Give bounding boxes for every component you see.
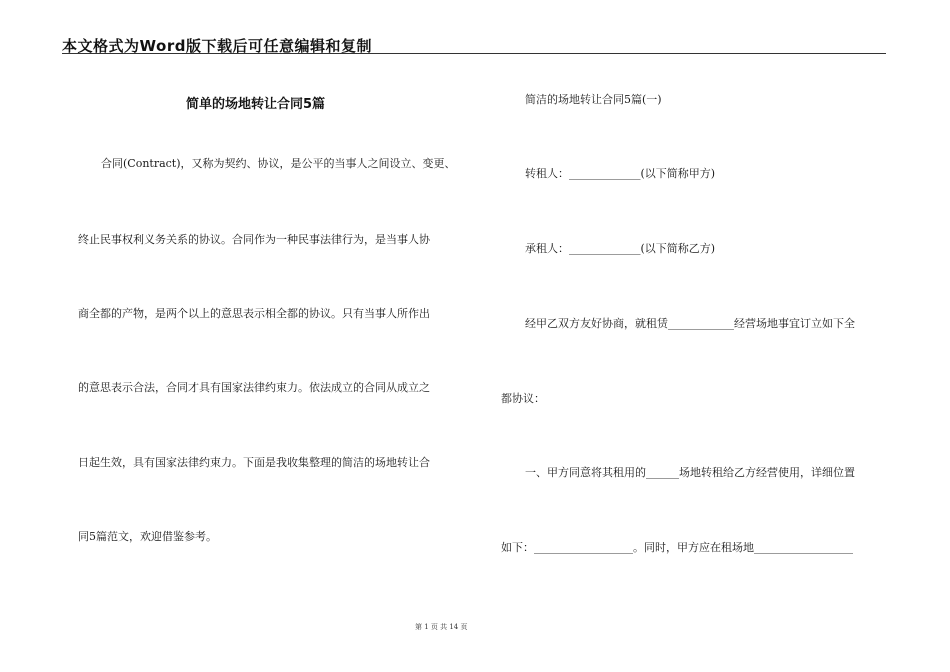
right-paragraph-line: 如下：__________________。同时，甲方应在租场地__________________ <box>501 541 853 554</box>
right-paragraph-line: 一、甲方同意将其租用的______场地转租给乙方经营使用，详细位置 <box>525 466 855 479</box>
document-title: 简单的场地转让合同5篇 <box>186 97 326 112</box>
left-paragraph-line: 终止民事权利义务关系的协议。合同作为一种民事法律行为，是当事人协 <box>78 233 430 246</box>
page-number: 第 1 页 共 14 页 <box>415 623 468 631</box>
left-paragraph-line: 的意思表示合法，合同才具有国家法律约束力。依法成立的合同从成立之 <box>78 381 430 394</box>
section-heading: 简洁的场地转让合同5篇(一) <box>525 93 662 106</box>
right-paragraph-line: 承租人：_____________(以下简称乙方) <box>525 242 716 255</box>
right-paragraph-line: 都协议： <box>501 392 545 405</box>
left-paragraph-line: 日起生效，具有国家法律约束力。下面是我收集整理的简洁的场地转让合 <box>78 456 430 469</box>
header-divider <box>62 53 886 54</box>
left-paragraph-line: 商全都的产物，是两个以上的意思表示相全都的协议。只有当事人所作出 <box>78 307 430 320</box>
left-paragraph-line: 同5篇范文，欢迎借鉴参考。 <box>78 530 217 543</box>
document-header: 本文格式为Word版下载后可任意编辑和复制 <box>62 37 372 55</box>
left-paragraph-line: 合同(Contract)，又称为契约、协议，是公平的当事人之间设立、变更、 <box>101 157 456 170</box>
right-paragraph-line: 转租人：_____________(以下简称甲方) <box>525 167 716 180</box>
right-paragraph-line: 经甲乙双方友好协商，就租赁____________经营场地事宜订立如下全 <box>525 317 855 330</box>
